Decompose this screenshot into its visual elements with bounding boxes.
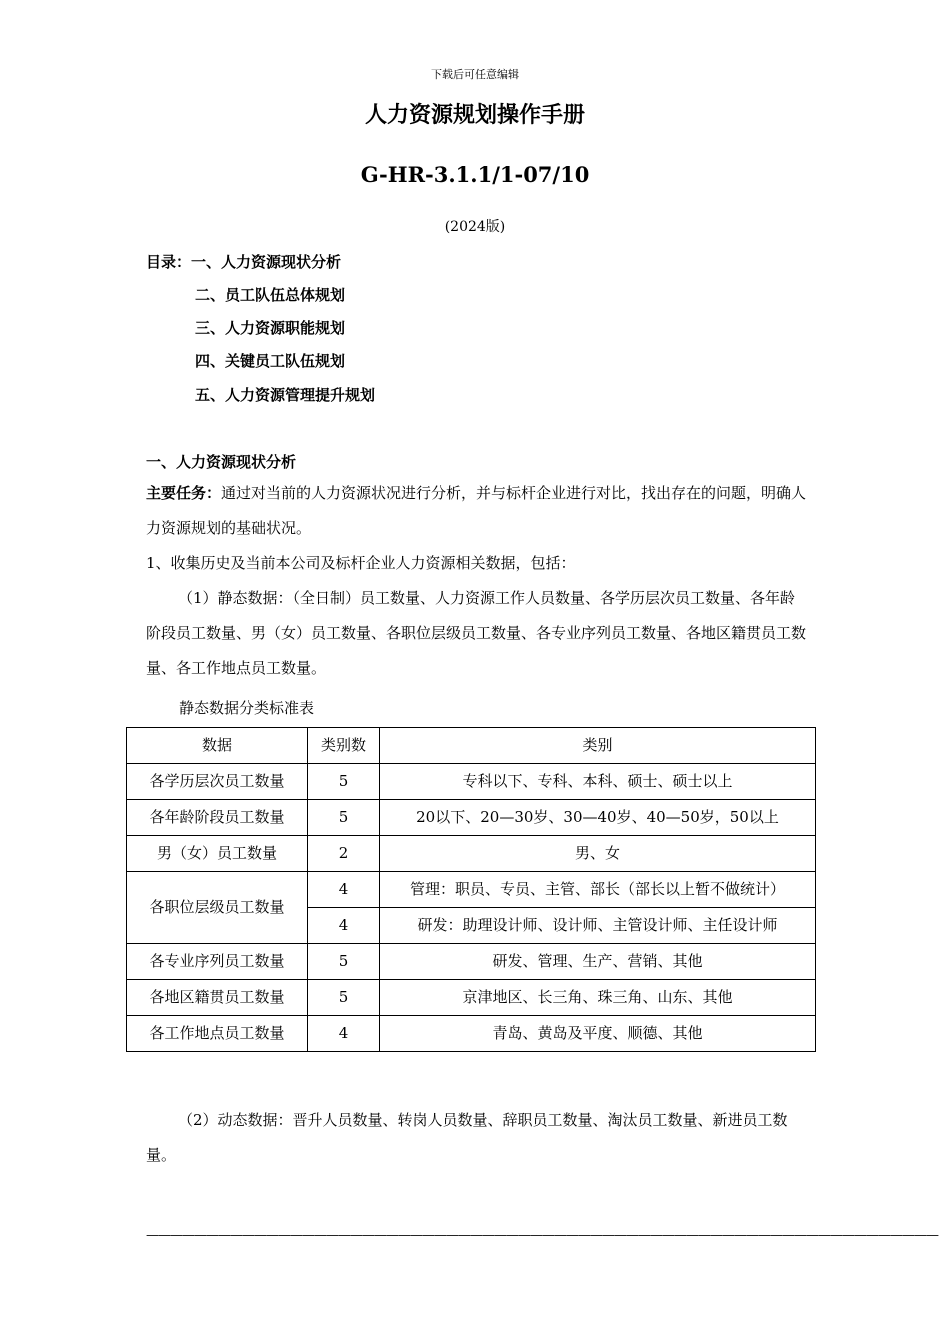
table-cell: 各年龄阶段员工数量 <box>127 800 308 836</box>
table-row <box>127 764 816 800</box>
table-cell: 5 <box>308 800 380 836</box>
table-cell: 研发：助理设计师、设计师、主管设计师、主任设计师 <box>380 908 816 944</box>
table-row <box>127 800 816 836</box>
static-data-table <box>126 727 816 1052</box>
header-note: 下载后可任意编辑 <box>431 68 519 81</box>
edition-label: (2024版) <box>444 219 506 235</box>
toc-row-1 <box>146 251 341 272</box>
table-cell: 各专业序列员工数量 <box>127 944 308 980</box>
table-cell: 青岛、黄岛及平度、顺德、其他 <box>380 1016 816 1052</box>
toc-item: 五、人力资源管理提升规划 <box>195 386 376 404</box>
table-row <box>127 1016 816 1052</box>
section-heading: 一、人力资源现状分析 <box>146 453 297 471</box>
table-cell: 专科以下、专科、本科、硕士、硕士以上 <box>380 764 816 800</box>
table-cell: 男（女）员工数量 <box>127 836 308 872</box>
table-cell: 京津地区、长三角、珠三角、山东、其他 <box>380 980 816 1016</box>
table-cell: 各职位层级员工数量 <box>127 872 308 944</box>
table-cell: 4 <box>308 1016 380 1052</box>
table-cell: 各学历层次员工数量 <box>127 764 308 800</box>
table-header-cell: 类别数 <box>308 728 380 764</box>
dynamic-data-paragraph: （2）动态数据：晋升人员数量、转岗人员数量、辞职员工数量、淘汰员工数量、新进员工数量。 <box>146 1111 788 1164</box>
table-cell: 5 <box>308 764 380 800</box>
toc-label: 目录： <box>146 253 192 271</box>
toc-item: 一、人力资源现状分析 <box>191 253 342 271</box>
table-cell: 管理：职员、专员、主管、部长（部长以上暂不做统计） <box>380 872 816 908</box>
table-cell: 5 <box>308 944 380 980</box>
document-code: G-HR-3.1.1/1-07/10 <box>360 162 590 187</box>
table-cell: 4 <box>308 872 380 908</box>
list-item-1: 1、收集历史及当前本公司及标杆企业人力资源相关数据，包括： <box>146 554 576 572</box>
table-cell: 男、女 <box>380 836 816 872</box>
table-row <box>127 944 816 980</box>
footer-divider: —————————————————————————————————————————————————————————————————— <box>146 1228 938 1243</box>
table-header-cell: 类别 <box>380 728 816 764</box>
table-header-cell: 数据 <box>127 728 308 764</box>
table-cell: 4 <box>308 908 380 944</box>
static-data-paragraph: （1）静态数据：（全日制）员工数量、人力资源工作人员数量、各学历层次员工数量、各年龄阶段员工数量、男（女）员工数量、各职位层级员工数量、各专业序列员工数量、各地区籍贯员工数量、各工作地点员工数量。 <box>146 589 807 677</box>
table-cell: 5 <box>308 980 380 1016</box>
toc-item: 二、员工队伍总体规划 <box>195 286 346 304</box>
table-cell: 研发、管理、生产、营销、其他 <box>380 944 816 980</box>
task-label: 主要任务： <box>146 484 222 502</box>
table-row <box>127 836 816 872</box>
table-row <box>127 872 816 908</box>
main-task-paragraph <box>146 476 809 546</box>
table-cell: 20以下、20—30岁、30—40岁、40—50岁，50以上 <box>380 800 816 836</box>
table-cell: 2 <box>308 836 380 872</box>
table-header-row <box>127 728 816 764</box>
toc-item: 三、人力资源职能规划 <box>195 319 346 337</box>
document-title: 人力资源规划操作手册 <box>364 102 585 128</box>
task-text: 通过对当前的人力资源状况进行分析，并与标杆企业进行对比，找出存在的问题，明确人力资源规划的基础状况。 <box>146 484 807 537</box>
toc-item: 四、关键员工队伍规划 <box>195 352 346 370</box>
table-row <box>127 980 816 1016</box>
table-caption: 静态数据分类标准表 <box>179 699 315 717</box>
table-cell: 各工作地点员工数量 <box>127 1016 308 1052</box>
table-cell: 各地区籍贯员工数量 <box>127 980 308 1016</box>
